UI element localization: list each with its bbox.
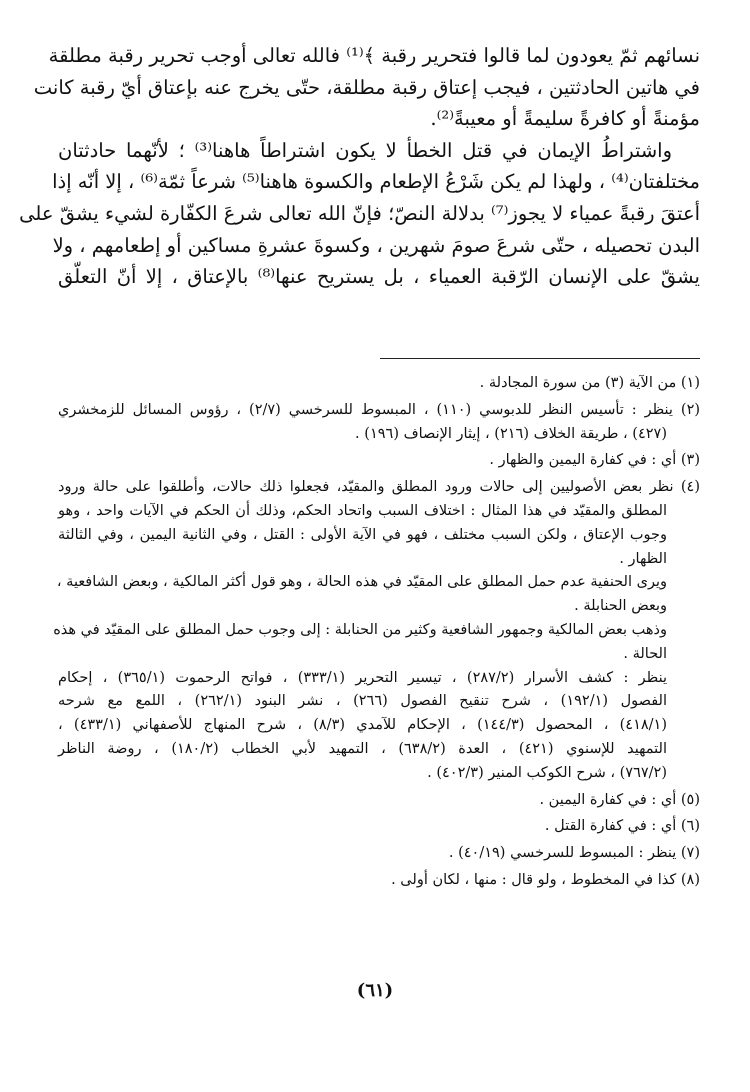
main-line-7: البدن تحصيله ، حتّى شرعَ صومَ شهرين ، وكسوةَ عشرةِ مساكين أو إطعامهم ، ولا	[52, 233, 700, 257]
main-line-1: نسائهم ثمّ يعودون لما قالوا فتحرير رقبة ﴾⁽¹⁾ فالله تعالى أوجب تحرير رقبة مطلقة	[48, 44, 700, 67]
page-number: (٦١)	[356, 980, 394, 1001]
footnote-5: (٥) أي : في كفارة اليمين .	[539, 791, 700, 808]
footnote-4-line-10: الفصول (١٩٢/١) ، شرح تنقيح الفصول (٢٦٦) ، نشر البنود (٢٦٢/١) ، اللمع مع شرحه	[58, 693, 667, 710]
footnote-4-line-8: الحالة .	[623, 645, 667, 662]
footnote-4-line-1: (٤) نظر بعض الأصوليين إلى حالات ورود المطلق والمقيّد، فجعلوا ذلك حالات، وأطلقوا على حالة ورود	[58, 479, 700, 496]
footnote-4-line-3: وجوب الإعتاق ، ولكن السبب مختلف ، فهو في الآية الأولى : القتل ، وفي الثانية اليمين ، وفي الثالثة	[58, 526, 667, 543]
footnote-4-line-5: ويرى الحنفية عدم حمل المطلق على المقيّد في هذه الحالة ، وهو قول أكثر المالكية ، وبعض الشافعية ،	[56, 574, 667, 591]
main-line-3: مؤمنةً أو كافرةً سليمةً أو معيبةً⁽²⁾.	[430, 107, 700, 131]
main-line-4: واشتراطُ الإيمان في قتل الخطأ لا يكون اشتراطاً هاهنا⁽³⁾ ؛ لأنّهما حادثتان	[58, 138, 673, 162]
footnote-separator	[380, 358, 700, 359]
footnote-4-line-7: وذهب بعض المالكية وجمهور الشافعية وكثير من الحنابلة : إلى وجوب حمل المطلق على المقيّد في هذه	[53, 621, 667, 638]
footnote-2-line-1: (٢) ينظر : تأسيس النظر للدبوسي (١١٠) ، المبسوط للسرخسي (٢/٧) ، رؤوس المسائل للزمخشري	[58, 401, 701, 418]
footnote-3: (٣) أي : في كفارة اليمين والظهار .	[489, 452, 700, 469]
footnote-4-line-9: ينظر : كشف الأسرار (٢٨٧/٢) ، تيسير التحرير (٣٣٣/١) ، فواتح الرحموت (٣٦٥/١) ، إحكام	[58, 669, 667, 686]
main-line-5: مختلفتان⁽⁴⁾ ، ولهذا لم يكن شَرْعُ الإطعام والكسوة هاهنا⁽⁵⁾ شرعاً ثمّة⁽⁶⁾ ، إلا أنّه إذا	[52, 170, 700, 194]
footnote-4-line-4: الظهار .	[619, 550, 667, 567]
footnote-4-line-12: التمهيد للإسنوي (٤٢١) ، العدة (٦٣٨/٢) ، التمهيد لأبي الخطاب (١٨٠/٢) ، روضة الناظر	[58, 740, 668, 757]
footnote-4-line-2: المطلق والمقيّد في هذا المثال : اختلاف السبب واتحاد الحكم، وذلك أن الحكم في الآيات واحد ، وهو	[58, 502, 667, 519]
footnotes	[53, 372, 701, 893]
footnote-6: (٦) أي : في كفارة القتل .	[544, 818, 700, 835]
footnote-1: (١) من الآية (٣) من سورة المجادلة .	[479, 375, 700, 391]
footnote-4-line-13: (٧٦٧/٢) ، شرح الكوكب المنير (٤٠٢/٣) .	[427, 764, 667, 781]
main-line-6: أعتقَ رقبةً عمياء لا يجوز⁽⁷⁾ بدلالة النصّ؛ فإنّ الله تعالى شرعَ الكفّارة لشيء يشقّ على	[19, 201, 700, 225]
main-text	[19, 40, 700, 293]
footnote-2-line-2: (٤٢٧) ، طريقة الخلاف (٢١٦) ، إيثار الإنصاف (١٩٦) .	[355, 425, 667, 442]
main-line-8: يشقّ على الإنسان الرّقبة العمياء ، بل يستريح عنها⁽⁸⁾ بالإعتاق ، إلا أنّ التعلّق	[58, 265, 700, 289]
footnote-8: (٨) كذا في المخطوط ، ولو قال : منها ، لكان أولى .	[391, 871, 700, 888]
main-line-2: في هاتين الحادثتين ، فيجب إعتاق رقبة مطلقة، حتّى يخرج عنه بإعتاق أيّ رقبة كانت	[33, 75, 700, 99]
footnote-4-line-6: وبعض الحنابلة .	[574, 598, 667, 615]
footnote-4-line-11: (٤١٨/١) ، المحصول (١٤٤/٣) ، الإحكام للآمدي (٨/٣) ، شرح المنهاج للأصفهاني (٤٣٣/١) ،	[58, 717, 667, 734]
footnote-7: (٧) ينظر : المبسوط للسرخسي (٤٠/١٩) .	[448, 845, 700, 862]
